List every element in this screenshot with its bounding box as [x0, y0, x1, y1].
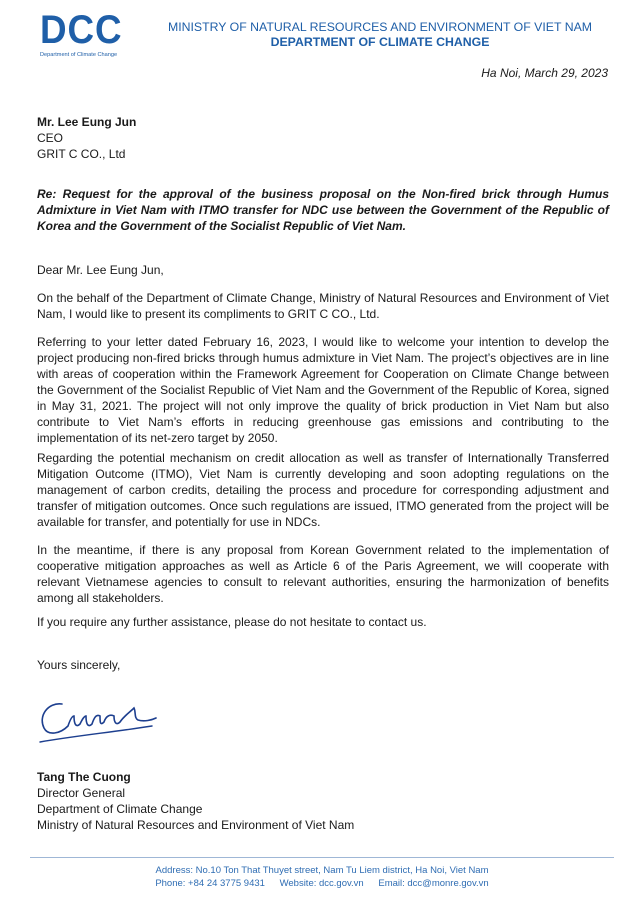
salutation: Dear Mr. Lee Eung Jun,	[37, 263, 164, 277]
signatory-name: Tang The Cuong	[37, 770, 131, 784]
logo-mark: DCC	[40, 8, 123, 52]
paragraph-3: Regarding the potential mechanism on credit allocation as well as transfer of Internationally Transferred Mitigation Outcome (ITMO), Viet Nam is currently developing and soon adopting regulations on the management of carbon credits, detailing the process and procedure for corresponding adjustment and transfer of mitigation outcomes. Once such regulations are issued, ITMO generated from the project will be available for transfer, and potentially for use in NDCs.	[37, 451, 609, 529]
paragraph-1: On the behalf of the Department of Climate Change, Ministry of Natural Resources and Environment of Viet Nam, I would like to present its compliments to GRIT C CO., Ltd.	[37, 291, 609, 321]
ministry-name: MINISTRY OF NATURAL RESOURCES AND ENVIRONMENT OF VIET NAM	[167, 20, 593, 34]
handwritten-signature	[34, 686, 174, 746]
subject-line: Re: Request for the approval of the business proposal on the Non-fired brick through Humus Admixture in Viet Nam with ITMO transfer for NDC use between the Government of the Republic of Korea and the Government of the Socialist Republic of Viet Nam.	[37, 187, 609, 233]
signatory-block	[37, 769, 354, 833]
dcc-logo	[40, 10, 122, 58]
signatory-title: Director General	[37, 786, 126, 800]
letter-date: Ha Noi, March 29, 2023	[481, 66, 608, 80]
recipient-block	[37, 114, 136, 162]
recipient-name: Mr. Lee Eung Jun	[37, 115, 137, 129]
footer-divider	[30, 857, 614, 858]
signatory-department: Department of Climate Change	[37, 802, 203, 816]
logo-subtitle: Department of Climate Change	[40, 52, 118, 58]
recipient-title: CEO	[37, 131, 64, 145]
paragraph-4: In the meantime, if there is any proposal from Korean Government related to the implementation of cooperative mitigation approaches as well as Article 6 of the Paris Agreement, we will cooperate with relevant Vietnamese agencies to consult to relevant authorities, ensuring the harmonization of benefits among all stakeholders.	[37, 543, 609, 605]
recipient-company: GRIT C CO., Ltd	[37, 147, 126, 161]
paragraph-5: If you require any further assistance, please do not hesitate to contact us.	[37, 615, 427, 629]
footer-website[interactable]: Website: dcc.gov.vn	[279, 878, 364, 889]
footer	[30, 864, 614, 890]
footer-phone: Phone: +84 24 3775 9431	[155, 878, 265, 889]
signatory-ministry: Ministry of Natural Resources and Environment of Viet Nam	[37, 818, 355, 832]
footer-contacts	[30, 877, 614, 890]
closing: Yours sincerely,	[37, 658, 121, 672]
footer-address: Address: No.10 Ton That Thuyet street, Nam Tu Liem district, Ha Noi, Viet Nam	[155, 865, 489, 876]
paragraph-2: Referring to your letter dated February 16, 2023, I would like to welcome your intention to develop the project producing non-fired bricks through humus admixture in Viet Nam. The project’s objectives are in line with areas of cooperation within the Framework Agreement for Cooperation on Climate Change between the Government of the Socialist Republic of Viet Nam and the Government of the Republic of Korea, signed in May 31, 2021. The project will not only improve the quality of brick production in Viet Nam but also contribute to Viet Nam’s efforts in reducing greenhouse gas emissions and contributing to the implementation of its net-zero target by 2050.	[37, 335, 609, 445]
department-name: DEPARTMENT OF CLIMATE CHANGE	[270, 35, 490, 49]
letterhead-title	[130, 20, 630, 50]
footer-email[interactable]: Email: dcc@monre.gov.vn	[378, 878, 489, 889]
